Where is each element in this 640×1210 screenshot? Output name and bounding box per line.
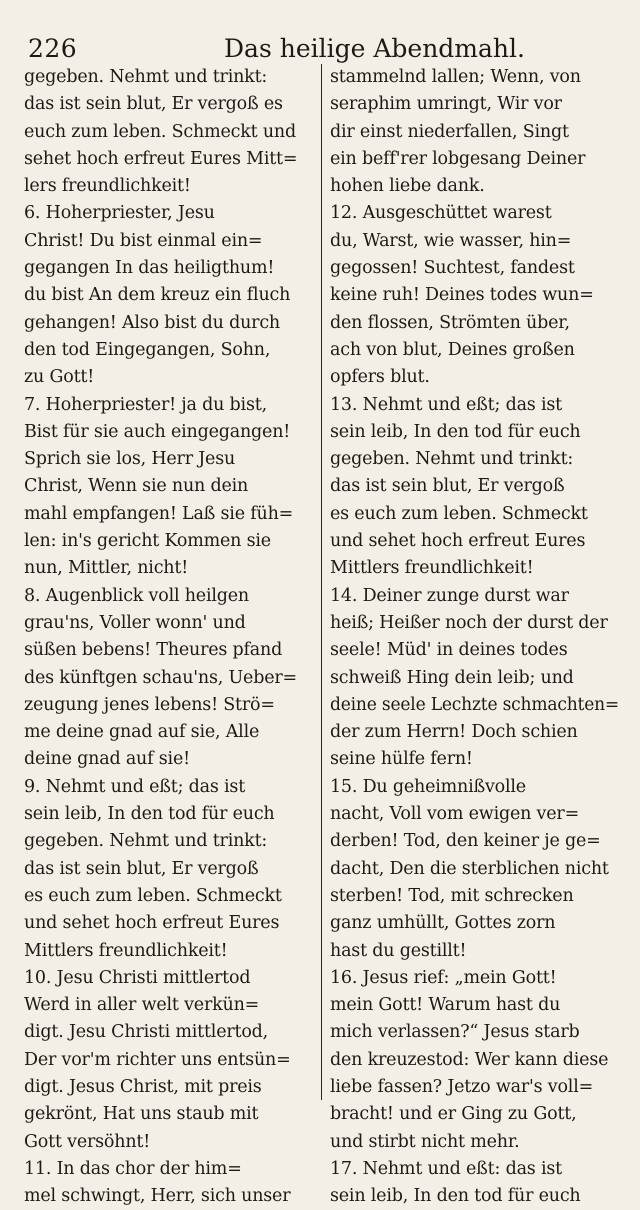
text-line: 15. Du geheimnißvolle xyxy=(330,776,526,797)
text-line: 9. Nehmt und eßt; das ist xyxy=(24,776,246,797)
text-line: nacht, Voll vom ewigen ver= xyxy=(330,804,580,825)
text-line: gegeben. Nehmt und trinkt: xyxy=(24,67,268,87)
text-line: gehangen! Also bist du durch xyxy=(24,312,280,333)
text-line: sein leib, In den tod für euch xyxy=(24,804,275,825)
text-line: stammelnd lallen; Wenn, von xyxy=(330,67,581,87)
text-line: es euch zum leben. Schmeckt xyxy=(24,885,282,906)
text-line: 7. Hoherpriester! ja du bist, xyxy=(24,394,267,415)
text-line: du, Warst, wie wasser, hin= xyxy=(330,230,572,251)
text-line: keine ruh! Deines todes wun= xyxy=(330,285,594,306)
text-line: und sehet hoch erfreut Eures xyxy=(24,913,280,934)
text-line: gegeben. Nehmt und trinkt: xyxy=(330,449,574,470)
text-line: zeugung jenes lebens! Strö= xyxy=(24,694,275,715)
text-line: 17. Nehmt und eßt: das ist xyxy=(330,1158,562,1179)
text-line: seraphim umringt, Wir vor xyxy=(330,94,562,115)
text-line: Christ! Du bist einmal ein= xyxy=(24,230,263,251)
text-line: 8. Augenblick voll heilgen xyxy=(24,585,249,606)
text-line: me deine gnad auf sie, Alle xyxy=(24,722,260,743)
text-line: sehet hoch erfreut Eures Mitt= xyxy=(24,148,298,169)
text-line: 6. Hoherpriester, Jesu xyxy=(24,203,215,224)
text-line: den tod Eingegangen, Sohn, xyxy=(24,339,271,360)
left-column xyxy=(24,64,321,1207)
text-line: mich verlassen?“ Jesus starb xyxy=(330,1022,580,1043)
text-line: len: in's gericht Kommen sie xyxy=(24,531,271,552)
text-line: Sprich sie los, Herr Jesu xyxy=(24,449,236,470)
text-line: Werd in aller welt verkün= xyxy=(24,995,260,1016)
text-line: 11. In das chor der him= xyxy=(24,1158,242,1179)
text-line: gegossen! Suchtest, fandest xyxy=(330,258,575,279)
text-line: 16. Jesus rief: „mein Gott! xyxy=(330,967,557,988)
right-column xyxy=(322,64,620,1207)
text-line: Mittlers freundlichkeit! xyxy=(330,558,534,579)
text-line: seele! Müd' in deines todes xyxy=(330,640,568,661)
text-line: digt. Jesu Christi mittlertod, xyxy=(24,1022,269,1043)
text-line: gekrönt, Hat uns staub mit xyxy=(24,1104,259,1125)
text-line: gegangen In das heiligthum! xyxy=(24,258,275,279)
running-title: Das heilige Abendmahl. xyxy=(224,33,525,63)
text-line: euch zum leben. Schmeckt und xyxy=(24,121,296,142)
text-line: der zum Herrn! Doch schien xyxy=(330,722,578,743)
text-line: den kreuzestod: Wer kann diese xyxy=(330,1049,609,1070)
text-line: mein Gott! Warum hast du xyxy=(330,995,561,1016)
text-line: hast du gestillt! xyxy=(330,940,467,961)
text-line: schweiß Hing dein leib; und xyxy=(330,667,574,688)
text-line: mel schwingt, Herr, sich unser xyxy=(24,1186,291,1207)
text-line: und sehet hoch erfreut Eures xyxy=(330,531,586,552)
text-line: ganz umhüllt, Gottes zorn xyxy=(330,913,556,934)
page-number: 226 xyxy=(28,33,78,63)
text-line: 13. Nehmt und eßt; das ist xyxy=(330,394,562,415)
text-line: nun, Mittler, nicht! xyxy=(24,558,189,579)
text-line: liebe fassen? Jetzo war's voll= xyxy=(330,1076,594,1097)
text-line: gegeben. Nehmt und trinkt: xyxy=(24,831,268,852)
text-line: es euch zum leben. Schmeckt xyxy=(330,503,588,524)
text-line: bracht! und er Ging zu Gott, xyxy=(330,1104,577,1125)
text-line: das ist sein blut, Er vergoß xyxy=(330,476,565,497)
text-line: dacht, Den die sterblichen nicht xyxy=(330,858,609,879)
text-line: sterben! Tod, mit schrecken xyxy=(330,885,574,906)
text-line: derben! Tod, den keiner je ge= xyxy=(330,831,601,852)
text-line: 12. Ausgeschüttet warest xyxy=(330,203,552,224)
text-line: des künftgen schau'ns, Ueber= xyxy=(24,667,297,688)
text-line: Gott versöhnt! xyxy=(24,1131,151,1152)
text-line: den flossen, Strömten über, xyxy=(330,312,570,333)
text-line: du bist An dem kreuz ein fluch xyxy=(24,285,291,306)
text-line: mahl empfangen! Laß sie füh= xyxy=(24,503,294,524)
text-line: digt. Jesus Christ, mit preis xyxy=(24,1076,262,1097)
text-line: Bist für sie auch eingegangen! xyxy=(24,421,291,442)
text-columns xyxy=(24,64,620,1207)
text-line: hohen liebe dank. xyxy=(330,176,485,197)
text-line: das ist sein blut, Er vergoß xyxy=(24,858,259,879)
text-line: 10. Jesu Christi mittlertod xyxy=(24,967,251,988)
text-line: sein leib, In den tod für euch xyxy=(330,1186,581,1207)
text-line: Mittlers freundlichkeit! xyxy=(24,940,228,961)
text-line: grau'ns, Voller wonn' und xyxy=(24,612,246,633)
text-line: Christ, Wenn sie nun dein xyxy=(24,476,249,497)
text-line: süßen bebens! Theures pfand xyxy=(24,640,283,661)
text-line: und stirbt nicht mehr. xyxy=(330,1131,520,1152)
text-line: dir einst niederfallen, Singt xyxy=(330,121,569,142)
text-line: deine gnad auf sie! xyxy=(24,749,190,770)
text-line: lers freundlichkeit! xyxy=(24,176,191,197)
text-line: Der vor'm richter uns entsün= xyxy=(24,1049,291,1070)
text-line: ach von blut, Deines großen xyxy=(330,339,575,360)
text-line: 14. Deiner zunge durst war xyxy=(330,585,569,606)
text-line: zu Gott! xyxy=(24,367,95,388)
text-line: das ist sein blut, Er vergoß es xyxy=(24,94,283,115)
text-line: opfers blut. xyxy=(330,367,430,388)
text-line: heiß; Heißer noch der durst der xyxy=(330,612,608,633)
text-line: ein beff'rer lobgesang Deiner xyxy=(330,148,586,169)
text-line: deine seele Lechzte schmachten= xyxy=(330,694,620,715)
text-line: seine hülfe fern! xyxy=(330,749,473,770)
page-header xyxy=(28,30,620,66)
text-line: sein leib, In den tod für euch xyxy=(330,421,581,442)
